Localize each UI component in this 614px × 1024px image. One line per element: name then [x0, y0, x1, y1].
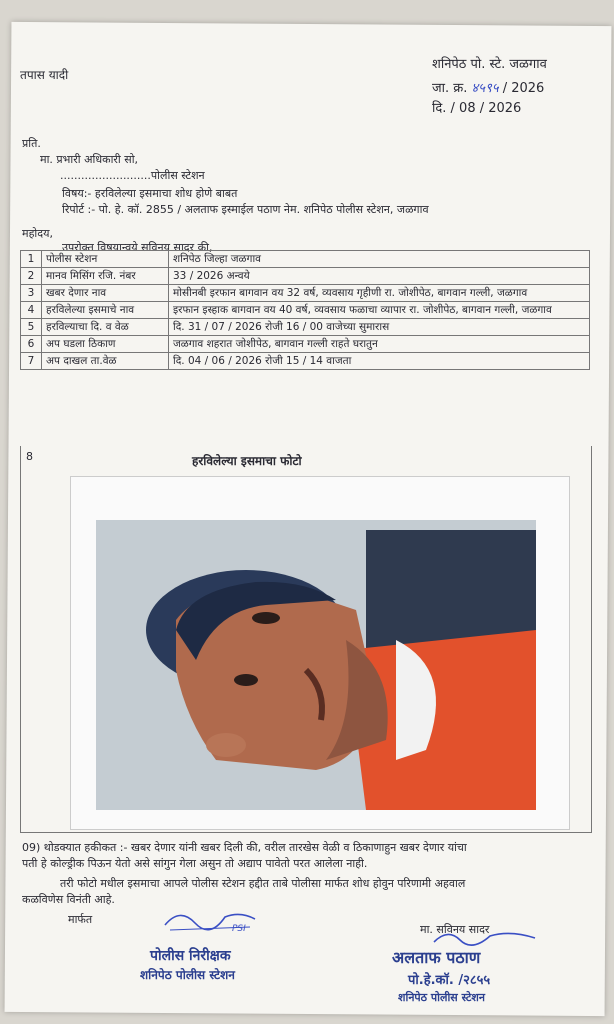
table-row: [21, 336, 590, 353]
intro-line: उपरोक्त विषयान्वये सविनय सादर की,: [62, 241, 213, 254]
row-number: 3: [21, 285, 42, 302]
row-value: इरफान इस्हाक बागवान वय 40 वर्ष, व्यवसाय फळाचा व्यापार रा. जोशीपेठ, बागवान गल्ली, जळगाव: [169, 302, 590, 319]
list-title: तपास यादी: [20, 68, 69, 82]
table-row: [21, 353, 590, 370]
photo-title: हरविलेल्या इसमाचा फोटो: [192, 454, 302, 468]
reference-line: [432, 78, 544, 96]
row-label: पोलीस स्टेशन: [42, 251, 169, 268]
reference-year: / 2026: [502, 81, 545, 96]
person-photo-illustration: [96, 520, 536, 810]
reference-label: जा. क्र.: [432, 81, 468, 96]
table-row: [21, 251, 590, 268]
subject-line: विषय:- हरविलेल्या इसमाचा शोध होणे बाबत: [62, 187, 238, 200]
table-row: [21, 285, 590, 302]
reference-number: ४५९५: [471, 81, 499, 96]
row-label: अप दाखल ता.वेळ: [42, 353, 169, 370]
row-number: 6: [21, 336, 42, 353]
row-label: अप घडला ठिकाण: [42, 336, 169, 353]
row-label: मानव मिसिंग रजि. नंबर: [42, 268, 169, 285]
row-label: खबर देणार नाव: [42, 285, 169, 302]
officer-line: मा. प्रभारी अधिकारी सो,: [40, 153, 139, 166]
table-row: [21, 319, 590, 336]
left-signatory-title: पोलीस निरीक्षक: [150, 948, 231, 964]
row8-number: 8: [26, 450, 33, 463]
right-signatory-name: अलताफ पठाण: [392, 948, 481, 967]
station-line: ..........................पोलीस स्टेशन: [60, 169, 205, 182]
details-line-4: कळविणेस विनंती आहे.: [22, 893, 115, 906]
row-number: 2: [21, 268, 42, 285]
salutation: महोदय,: [22, 227, 53, 240]
row-value: मोसीनबी इरफान बागवान वय 32 वर्ष, व्यवसाय गृहीणी रा. जोशीपेठ, बागवान गल्ली, जळगाव: [169, 285, 590, 302]
row-value: 33 / 2026 अन्वये: [169, 268, 590, 285]
row-label: हरविलेल्या इसमाचे नाव: [42, 302, 169, 319]
report-line: रिपोर्ट :- पो. हे. कॉ. 2855 / अलताफ इस्माईल पठाण नेम. शनिपेठ पोलीस स्टेशन, जळगाव: [62, 203, 429, 216]
row-value: दि. 04 / 06 / 2026 रोजी 15 / 14 वाजता: [169, 353, 590, 370]
details-table: [20, 250, 590, 370]
row-number: 1: [21, 251, 42, 268]
to-label: प्रति.: [22, 137, 41, 150]
right-signatory-station: शनिपेठ पोलीस स्टेशन: [398, 991, 485, 1004]
details-line-1: 09) थोडक्यात हकीकत :- खबर देणार यांनी खबर दिली की, वरील तारखेस वेळी व ठिकाणाहुन खबर देणार यांचा: [22, 841, 467, 854]
details-line-3: तरी फोटो मधील इसमाचा आपले पोलीस स्टेशन हद्दीत ताबे पोलीसा मार्फत शोध होवुन परिणामी अहवाल: [60, 877, 466, 890]
row-value: दि. 31 / 07 / 2026 रोजी 16 / 00 वाजेच्या सुमारास: [169, 319, 590, 336]
right-signatory-id: पो.हे.कॉ. /२८५५: [408, 973, 491, 988]
table-row: [21, 268, 590, 285]
row-value: शनिपेठ जिल्हा जळगाव: [169, 251, 590, 268]
date-line: दि. / 08 / 2026: [432, 101, 522, 116]
row-number: 4: [21, 302, 42, 319]
missing-person-photo: [96, 520, 536, 810]
row-number: 7: [21, 353, 42, 370]
details-line-2: पती हे कोल्ड्रीक पिऊन येतो असे सांगुन गेला असुन तो अद्याप पावेतो परत आलेला नाही.: [22, 857, 368, 870]
row-value: जळगाव शहरात जोशीपेठ, बागवान गल्ली राहते घरातुन: [169, 336, 590, 353]
table-row: [21, 302, 590, 319]
station-header: शनिपेठ पो. स्टे. जळगाव: [432, 57, 547, 72]
right-submission-line: मा. सविनय सादर: [420, 923, 490, 936]
row-label: हरविल्याचा दि. व वेळ: [42, 319, 169, 336]
via-label: मार्फत: [68, 913, 93, 926]
left-signature-initials: PSI: [232, 924, 246, 934]
left-signatory-station: शनिपेठ पोलीस स्टेशन: [140, 968, 235, 982]
row-number: 5: [21, 319, 42, 336]
